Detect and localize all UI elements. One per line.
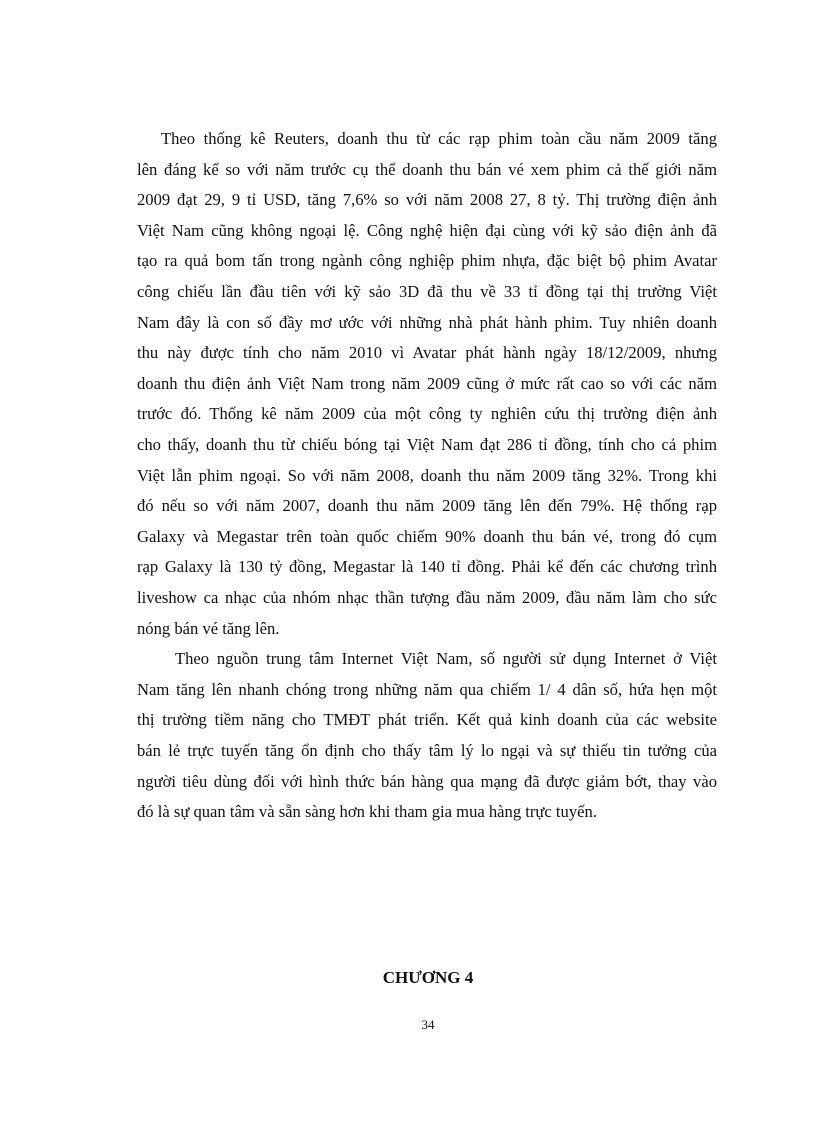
text-line: Việt lẫn phim ngoại. So với năm 2008, doanh thu năm 2009 tăng 32%. Trong khi bbox=[137, 465, 717, 485]
text-line: Nam tăng lên nhanh chóng trong những năm qua chiếm 1/ 4 dân số, hứa hẹn một bbox=[137, 679, 717, 699]
page-number: 34 bbox=[421, 1017, 435, 1032]
text-line: Theo nguồn trung tâm Internet Việt Nam, số người sử dụng Internet ở Việt bbox=[175, 649, 717, 669]
text-line: trước đó. Thống kê năm 2009 của một công ty nghiên cứu thị trường điện ảnh bbox=[137, 404, 717, 424]
text-line: rạp Galaxy là 130 tỷ đồng, Megastar là 140 tỉ đồng. Phải kể đến các chương trình bbox=[137, 557, 717, 577]
text-line: công chiếu lần đầu tiên với kỹ sảo 3D đã thu về 33 tỉ đồng tại thị trường Việt bbox=[137, 282, 717, 301]
text-line: đó nếu so với năm 2007, doanh thu năm 2009 tăng lên đến 79%. Hệ thống rạp bbox=[137, 496, 717, 516]
text-line: đó là sự quan tâm và sẵn sàng hơn khi tham gia mua hàng trực tuyến. bbox=[137, 802, 597, 822]
text-line: liveshow ca nhạc của nhóm nhạc thần tượng đầu năm 2009, đầu năm làm cho sức bbox=[137, 588, 717, 607]
text-line: người tiêu dùng đối với hình thức bán hàng qua mạng đã được giảm bớt, thay vào bbox=[137, 771, 717, 791]
text-line: tạo ra quả bom tấn trong ngành công nghiệp phim nhựa, đặc biệt bộ phim Avatar bbox=[137, 251, 717, 271]
text-line: doanh thu điện ảnh Việt Nam trong năm 2009 cũng ở mức rất cao so với các năm bbox=[137, 373, 717, 393]
text-line: Việt Nam cũng không ngoại lệ. Công nghệ hiện đại cùng với kỹ sảo điện ảnh đã bbox=[137, 220, 717, 240]
chapter-heading: CHƯƠNG 4 bbox=[382, 968, 474, 987]
text-line: Galaxy và Megastar trên toàn quốc chiếm 90% doanh thu bán vé, trong đó cụm bbox=[137, 526, 717, 546]
text-line: Theo thống kê Reuters, doanh thu từ các rạp phim toàn cầu năm 2009 tăng bbox=[161, 129, 717, 148]
text-line: thu này được tính cho năm 2010 vì Avatar phát hành ngày 18/12/2009, nhưng bbox=[137, 343, 717, 363]
text-line: 2009 đạt 29, 9 tỉ USD, tăng 7,6% so với năm 2008 27, 8 tỷ. Thị trường điện ảnh bbox=[137, 190, 717, 210]
text-line: bán lẻ trực tuyến tăng ổn định cho thấy tâm lý lo ngại và sự thiếu tin tưởng của bbox=[137, 741, 717, 760]
text-line: cho thấy, doanh thu từ chiếu bóng tại Việt Nam đạt 286 tỉ đồng, tính cho cả phim bbox=[137, 435, 717, 454]
text-line: nóng bán vé tăng lên. bbox=[137, 618, 280, 638]
text-line: thị trường tiềm năng cho TMĐT phát triển. Kết quả kinh doanh của các website bbox=[137, 710, 717, 730]
text-line: Nam đây là con số đầy mơ ước với những nhà phát hành phim. Tuy nhiên doanh bbox=[137, 312, 717, 332]
text-line: lên đáng kể so với năm trước cụ thể doanh thu bán vé xem phim cả thế giới năm bbox=[137, 159, 717, 179]
